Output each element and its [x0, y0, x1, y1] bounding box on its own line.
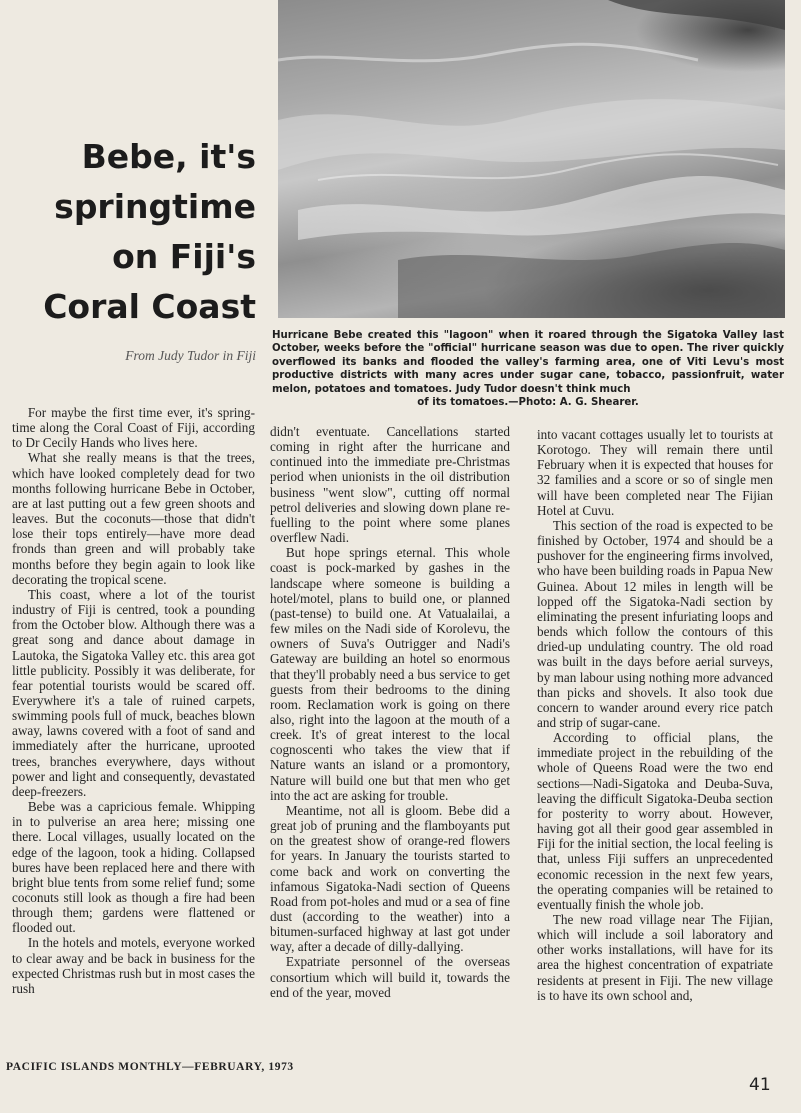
- page-footer: PACIFIC ISLANDS MONTHLY—FEBRUARY, 1973: [6, 1061, 294, 1073]
- paragraph: didn't eventuate. Cancellations started coming in right after the hurricane and continued into the immediate pre-Christmas period when unionists in the oil distribution business "went slow", cutting off normal petrol deliveries and slowing down plane re-fuelling to the point where some planes overflew Nadi.: [270, 424, 510, 546]
- paragraph: This section of the road is expected to be finished by October, 1974 and should be a pushover for the engineering firms involved, who have been building roads in Papua New Guinea. About 12 miles in length will be lopped off the Sigatoka-Nadi section by eliminating the present infuriating loops and bends which follow the contours of this dried-up undulating country. The old road was built in the days before aerial surveys, by man labour using nothing more advanced than picks and shovels. It also took due concern to wander around every rice patch and strip of sugar-cane.: [537, 517, 773, 730]
- title-line-4: Coral Coast: [43, 287, 256, 326]
- paragraph: Bebe was a capricious female. Whipping in to pulverise an area here; missing one there. Local villages, usually located on the edge of the lagoon, took a hiding. Collapsed bures have been replaced here and there with bright blue tents from some relief fund; some coconuts still look as though a fire had been through them; gardens were flattened or flooded out.: [12, 799, 255, 936]
- article-column-1: [12, 405, 255, 996]
- title-line-3: on Fiji's: [112, 237, 256, 276]
- title-line-2: springtime: [54, 187, 256, 226]
- flood-lagoon-photo: [278, 0, 785, 318]
- paragraph: into vacant cottages usually let to tourists at Korotogo. They will remain there until February when it is expected that houses for 32 families and a score or so of single men will have been completed near The Fijian Hotel at Cuvu.: [537, 427, 773, 518]
- paragraph: For maybe the first time ever, it's spring-time along the Coral Coast of Fiji, according to Dr Cecily Hands who lives here.: [12, 405, 255, 451]
- photo-caption: [272, 329, 784, 409]
- paragraph: But hope springs eternal. This whole coast is pock-marked by gashes in the landscape where someone is building a hotel/motel, plans to build one, or planned (past-tense) to build one. At Vatualailai, a few miles on the Nadi side of Korolevu, the owners of Suva's Outrigger and Nadi's Gateway are building an hotel so enormous that they'll probably need a bus service to get guests from their bedrooms to the dining room. Reclamation work is going on there also, right into the lagoon at the mouth of a creek. It's of great interest to the local cognoscenti who takes the view that if Nature wants an island or a promontory, Nature will build one but that men who get into the act are asking for trouble.: [270, 545, 510, 803]
- paragraph: According to official plans, the immediate project in the rebuilding of the whole of Queens Road were the two end sections—Nadi-Sigatoka and Deuba-Suva, leaving the difficult Sigatoka-Deuba section for posterity to worry about. However, having got all their good gear assembled in Fiji for the initial section, the local feeling is that, unless Fiji suffers an unprecedented economic recession in the next few years, the operating companies will be retained to eventually finish the whole job.: [537, 730, 773, 912]
- article-title: [30, 132, 256, 332]
- paragraph: The new road village near The Fijian, which will include a soil laboratory and other works installations, will have for its area the highest concentration of expatriate residents at present in Fiji. The new village is to have its own school and,: [537, 912, 773, 1003]
- paragraph: In the hotels and motels, everyone worked to clear away and be back in business for the expected Christmas rush but in most cases the rush: [12, 935, 255, 996]
- article-column-3: [537, 427, 773, 1003]
- paragraph: What she really means is that the trees, which have looked completely dead for two months following hurricane Bebe in October, are at last putting out a few green shoots and leaves. But the coconuts—those that didn't lose their tops entirely—have more dead fronds than green and will probably take months before they begin again to look like decorating the tropical scene.: [12, 450, 255, 587]
- caption-text: Hurricane Bebe created this "lagoon" when it roared through the Sigatoka Valley last October, weeks before the "official" hurricane season was due to open. The river quickly overflowed its banks and flooded the valley's farming area, one of Viti Levu's most productive districts with many acres under sugar cane, tobacco, passionfruit, water melon, potatoes and tomatoes. Judy Tudor doesn't think much: [272, 330, 784, 395]
- title-line-1: Bebe, it's: [81, 137, 256, 176]
- byline: From Judy Tudor in Fiji: [125, 348, 256, 363]
- caption-credit: of its tomatoes.—Photo: A. G. Shearer.: [417, 397, 639, 409]
- article-column-2: [270, 424, 510, 1000]
- page-number: 41: [749, 1075, 771, 1095]
- paragraph: Meantime, not all is gloom. Bebe did a great job of pruning and the flamboyants put on the greatest show of orange-red flowers for years. In January the tourists started to come back and work on converting the infamous Sigatoka-Nadi section of Queens Road from pot-holes and mud or a sea of fine dust (according to the weather) into a bitumen-surfaced highway at last got under way, after a decade of dilly-dallying.: [270, 802, 510, 955]
- paragraph: Expatriate personnel of the overseas consortium which will build it, towards the end of the year, moved: [270, 954, 510, 1000]
- paragraph: This coast, where a lot of the tourist industry of Fiji is centred, took a pounding from the October blow. Although there was a great song and dance about damage in Lautoka, the Sigatoka Valley etc. this area got little publicity. Possibly it was deliberate, for fear potential tourists would be scared off. Everywhere it's a tale of ruined carpets, swimming pools full of muck, beaches blown away, lawns covered with a foot of sand and immediately after the hurricane, uprooted trees, branches everywhere, days without power and light and consequently, devastated deep-freezers.: [12, 586, 255, 799]
